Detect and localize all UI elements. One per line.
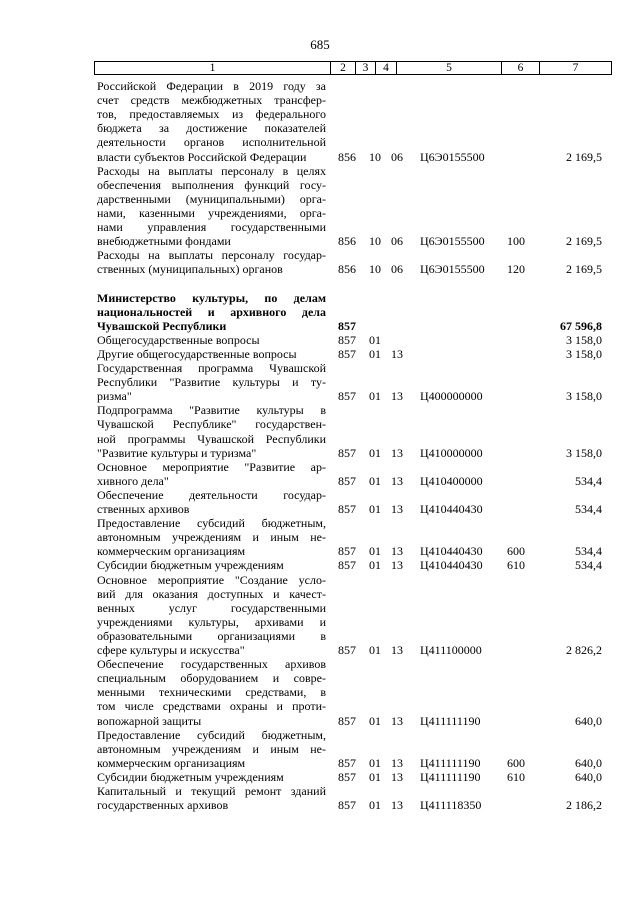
ministry-code: 857 [338,473,356,488]
item-name: том числе средствами охраны и проти- [97,699,326,714]
ministry-code: 857 [338,544,356,559]
table-line [0,615,640,629]
ministry-code: 856 [338,234,356,249]
table-line [0,79,640,93]
table-line [0,728,640,742]
item-name: хивного дела" [97,473,169,488]
amount-value: 534,4 [575,502,602,516]
amount-value: 2 186,2 [566,798,602,813]
amount-value: 640,0 [575,713,602,728]
item-name: внебюджетными фондами [97,234,231,249]
item-name: "Развитие культуры и туризма" [97,445,257,460]
target-article-code: Ц410400000 [420,473,483,488]
target-article-code: Ц410440430 [420,544,483,559]
table-line [0,164,640,178]
table-line [0,262,640,276]
subsection-code: 06 [391,149,403,164]
item-name: вопожарной защиты [97,713,202,728]
item-name: венных услуг государственными [97,600,326,615]
table-line [0,375,640,389]
subsection-code: 13 [391,755,403,770]
item-name: вий для оказания доступных и качест- [97,586,326,601]
table-line [0,93,640,107]
target-article-code: Ц410440430 [420,502,483,516]
table-line [0,657,640,671]
subsection-code: 13 [391,643,403,657]
table-line [0,643,640,657]
item-name: Государственная программа Чувашской [97,361,326,375]
target-article-code: Ц411100000 [420,643,482,657]
amount-value: 3 158,0 [566,332,602,347]
table-line [0,530,640,544]
subsection-code: 13 [391,389,403,404]
ministry-code: 857 [338,318,356,333]
table-line [0,573,640,587]
table-line [0,248,640,262]
ministry-code: 857 [338,332,356,347]
item-name: образовательными организациями в [97,628,326,643]
amount-value: 2 169,5 [566,234,602,249]
amount-value: 2 169,5 [566,149,602,164]
expense-type-code: 600 [507,544,525,559]
header-col-1: 1 [95,62,331,75]
table-line [0,544,640,558]
table-line [0,291,640,305]
item-name: ственных (муниципальных) органов [97,262,283,277]
table-line [0,671,640,685]
item-name: Министерство культуры, по делам [97,290,326,305]
ministry-code: 857 [338,445,356,460]
section-code: 01 [369,389,381,404]
section-code: 01 [369,346,381,361]
item-name: автономным учреждениям и иным не- [97,530,326,545]
item-name: специальным оборудованием и совре- [97,671,326,686]
item-name: Чувашской Республики [97,318,227,333]
item-name: менными техническими средствами, в [97,685,326,700]
target-article-code: Ц6Э0155500 [420,262,485,277]
item-name: нами управления государственными [97,220,326,234]
table-line [0,629,640,643]
section-code: 01 [369,544,381,559]
amount-value: 640,0 [575,769,602,784]
amount-value: 3 158,0 [566,346,602,361]
table-line [0,276,640,290]
expense-type-code: 120 [507,262,525,277]
table-line [0,178,640,192]
subsection-code: 13 [391,445,403,460]
item-name: Капитальный и текущий ремонт зданий [97,784,326,798]
section-code: 10 [369,262,381,277]
table-line [0,502,640,516]
header-col-5: 5 [397,62,502,75]
amount-value: 640,0 [575,755,602,770]
table-line [0,784,640,798]
item-name: счет средств межбюджетных трансфер- [97,93,326,108]
table-line [0,432,640,446]
ministry-code: 857 [338,798,356,813]
table-line [0,361,640,375]
section-code: 01 [369,769,381,784]
expense-type-code: 610 [507,769,525,784]
item-name: нами, казенными учреждениями, орга- [97,205,326,220]
expense-type-code: 100 [507,234,525,249]
subsection-code: 13 [391,473,403,488]
table-line [0,206,640,220]
amount-value: 534,4 [575,558,602,573]
item-name: Основное мероприятие "Развитие ар- [97,459,326,474]
table-line [0,587,640,601]
item-name: Российской Федерации в 2019 году за [97,79,326,93]
subsection-code: 13 [391,798,403,813]
item-name: коммерческим организациям [97,544,246,559]
section-code: 10 [369,149,381,164]
item-name: Предоставление субсидий бюджетным, [97,516,326,531]
table-line [0,488,640,502]
item-name: Другие общегосударственные вопросы [97,346,297,361]
table-line [0,742,640,756]
table-line [0,305,640,319]
item-name: деятельности органов исполнительной [97,135,326,150]
table-line [0,319,640,333]
amount-value: 3 158,0 [566,445,602,460]
subsection-code: 06 [391,234,403,249]
table-line [0,558,640,572]
amount-value: 2 826,2 [566,643,602,657]
table-line [0,403,640,417]
header-col-2: 2 [331,62,356,75]
ministry-code: 856 [338,149,356,164]
amount-value: 67 596,8 [560,318,602,333]
table-line [0,601,640,615]
item-name: Обеспечение деятельности государ- [97,487,326,502]
item-name: ственных архивов [97,502,190,516]
ministry-code: 857 [338,755,356,770]
target-article-code: Ц411111190 [420,713,481,728]
item-name: Расходы на выплаты персоналу в целях [97,163,326,178]
section-code: 01 [369,755,381,770]
header-col-6: 6 [502,62,540,75]
amount-value: 534,4 [575,473,602,488]
ministry-code: 857 [338,558,356,573]
expense-type-code: 600 [507,755,525,770]
section-code: 01 [369,473,381,488]
table-line [0,121,640,135]
item-name: ризма" [97,389,132,404]
ministry-code: 857 [338,502,356,516]
item-name: Основное мероприятие "Создание усло- [97,572,326,587]
item-name: Расходы на выплаты персоналу государ- [97,248,326,263]
ministry-code: 857 [338,713,356,728]
section-code: 01 [369,558,381,573]
expense-type-code: 610 [507,558,525,573]
table-line [0,234,640,248]
table-line [0,192,640,206]
ministry-code: 857 [338,643,356,657]
table-line [0,685,640,699]
subsection-code: 13 [391,713,403,728]
item-name: бюджета за достижение показателей [97,121,326,136]
item-name: дарственными (муниципальными) орга- [97,191,326,206]
section-code: 01 [369,798,381,813]
ministry-code: 857 [338,769,356,784]
section-code: 01 [369,445,381,460]
table-line [0,389,640,403]
target-article-code: Ц410440430 [420,558,483,573]
section-code: 01 [369,502,381,516]
item-name: государственных архивов [97,798,229,813]
section-code: 01 [369,713,381,728]
subsection-code: 13 [391,544,403,559]
subsection-code: 13 [391,502,403,516]
ministry-code: 856 [338,262,356,277]
amount-value: 534,4 [575,544,602,559]
subsection-code: 13 [391,558,403,573]
item-name: Общегосударственные вопросы [97,332,260,347]
table-line [0,516,640,530]
item-name: автономным учреждениям и иным не- [97,741,326,756]
item-name: национальностей и архивного дела [97,304,326,319]
item-name: Предоставление субсидий бюджетным, [97,727,326,742]
item-name: Подпрограмма "Развитие культуры в [97,403,326,418]
ministry-code: 857 [338,389,356,404]
item-name: тов, предоставляемых из федерального [97,107,326,122]
header-col-7: 7 [540,62,612,75]
table-line [0,150,640,164]
target-article-code: Ц6Э0155500 [420,234,485,249]
target-article-code: Ц411118350 [420,798,482,813]
target-article-code: Ц411111190 [420,755,481,770]
table-line [0,220,640,234]
section-code: 10 [369,234,381,249]
table-line [0,770,640,784]
amount-value: 2 169,5 [566,262,602,277]
item-name: коммерческим организациям [97,755,246,770]
subsection-code: 13 [391,769,403,784]
subsection-code: 06 [391,262,403,277]
target-article-code: Ц410000000 [420,445,483,460]
amount-value: 3 158,0 [566,389,602,404]
item-name: обеспечения выполнения функций госу- [97,177,326,192]
table-line [0,135,640,149]
table-line [0,699,640,713]
table-line [0,714,640,728]
section-code: 01 [369,332,381,347]
table-line [0,460,640,474]
item-name: власти субъектов Российской Федерации [97,149,307,164]
table-line [0,474,640,488]
table-line [0,333,640,347]
table-line [0,756,640,770]
item-name: Субсидии бюджетным учреждениям [97,558,284,573]
ministry-code: 857 [338,346,356,361]
target-article-code: Ц411111190 [420,769,481,784]
table-line [0,107,640,121]
item-name: Субсидии бюджетным учреждениям [97,769,284,784]
target-article-code: Ц400000000 [420,389,483,404]
header-col-4: 4 [376,62,397,75]
section-code: 01 [369,643,381,657]
item-name: Республики "Развитие культуры и ту- [97,375,326,390]
item-name: ной программы Чувашской Республики [97,431,326,446]
item-name: Обеспечение государственных архивов [97,657,326,672]
header-col-3: 3 [356,62,376,75]
item-name: Чувашской Республике" государствен- [97,417,326,432]
table-line [0,417,640,431]
item-name: сфере культуры и искусства" [97,643,245,657]
table-line [0,347,640,361]
item-name: учреждениями культуры, архивами и [97,614,326,629]
target-article-code: Ц6Э0155500 [420,149,485,164]
table-line [0,798,640,812]
subsection-code: 13 [391,346,403,361]
page-number: 685 [310,37,330,52]
table-line [0,446,640,460]
